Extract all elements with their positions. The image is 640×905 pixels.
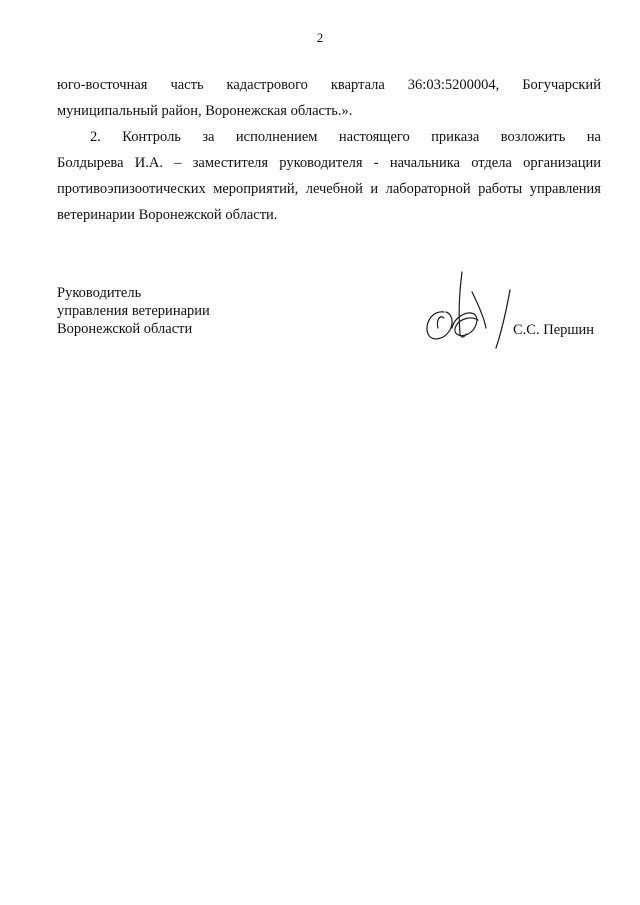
item-2-line-1 — [57, 124, 601, 150]
word: организации — [523, 155, 601, 171]
signatory-title-line-1: Руководитель — [57, 285, 142, 301]
word: управления — [529, 181, 601, 197]
word: мероприятий, — [213, 181, 299, 197]
word: – — [174, 155, 182, 171]
word: на — [586, 129, 601, 145]
word: приказа — [431, 129, 480, 145]
word: Болдырева — [57, 155, 124, 171]
item-number: 2. — [90, 129, 101, 145]
word: квартала — [330, 77, 385, 93]
word: начальника — [389, 155, 460, 171]
word: - — [373, 155, 379, 171]
word: работы — [478, 181, 523, 197]
signatory-title — [57, 284, 210, 338]
item-2-line-3 — [57, 176, 601, 202]
cadastral-number: 36:03:5200004, — [407, 77, 500, 93]
page-number: 2 — [316, 30, 324, 45]
word: часть — [170, 77, 204, 93]
word: кадастрового — [226, 77, 308, 93]
word: исполнением — [235, 129, 318, 145]
word: за — [202, 129, 215, 145]
word: юго-восточная — [57, 77, 148, 93]
signatory-title-line-3: Воронежской области — [57, 321, 193, 337]
word: руководителя — [279, 155, 363, 171]
word: И.А. — [134, 155, 163, 171]
item-2-line-2 — [57, 150, 601, 176]
word: лечебной — [305, 181, 363, 197]
paragraph-continuation — [57, 72, 601, 124]
word: лабораторной — [385, 181, 471, 197]
handwritten-signature — [414, 268, 514, 350]
word: Контроль — [122, 129, 181, 145]
word: возложить — [500, 129, 566, 145]
word: настоящего — [338, 129, 410, 145]
word: и — [370, 181, 379, 197]
word: отдела — [471, 155, 512, 171]
paragraph-line-1 — [57, 72, 601, 98]
word: Богучарский — [522, 77, 601, 93]
item-2-paragraph — [57, 124, 601, 228]
item-2-line-4: ветеринарии Воронежской области. — [57, 207, 278, 223]
word: противоэпизоотических — [57, 181, 206, 197]
signatory-name: С.С. Першин — [513, 322, 595, 338]
signatory-title-line-2: управления ветеринарии — [57, 303, 210, 319]
paragraph-line-2: муниципальный район, Воронежская область.». — [57, 103, 353, 119]
word: заместителя — [192, 155, 269, 171]
